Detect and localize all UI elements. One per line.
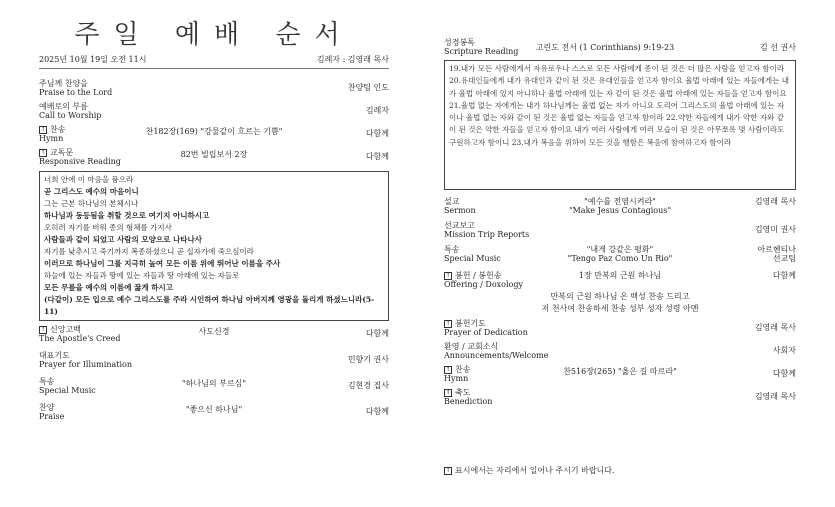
sermon-item	[444, 197, 796, 221]
reading-line-congregation: (다같이) 모든 입으로 예수 그리스도를 주라 시인하여 하나님 아버지께 영광을 돌리게 하셨느니라(5-11)	[44, 295, 375, 316]
mission-report-item	[444, 221, 796, 245]
item-person: 찬양팀 인도	[347, 83, 389, 92]
order-item	[444, 388, 796, 411]
scripture-reference: 고린도 전서 (1 Corinthians) 9:19-23	[535, 43, 675, 52]
item-detail: 82번 빌립보서 2장	[180, 150, 248, 159]
item-person: 다함께	[365, 152, 389, 161]
item-korean	[39, 102, 389, 111]
special-music-item	[444, 245, 796, 271]
item-korean-text: 축도	[455, 388, 471, 397]
item-korean: 설교	[444, 197, 460, 206]
item-korean	[39, 351, 389, 360]
performer-line2: 선교팀	[772, 254, 796, 263]
order-item	[39, 403, 389, 429]
item-english: Benediction	[444, 397, 493, 406]
offering-item	[444, 271, 796, 291]
stand-mark-icon: ↑	[40, 326, 46, 333]
sermon-title-ko: "예수를 전염시켜라"	[584, 197, 656, 206]
item-korean-text: 환영 / 교회소식	[444, 342, 499, 351]
item-person: 다함께	[365, 129, 389, 138]
footnote-text: 표시에서는 자리에서 일어나 주시기 바랍니다.	[455, 466, 615, 475]
item-person: 다함께	[365, 407, 389, 416]
order-item	[444, 365, 796, 388]
item-korean	[39, 79, 389, 88]
item-english: Praise	[39, 412, 65, 421]
item-english: Offering / Doxology	[444, 280, 523, 289]
order-item	[39, 325, 389, 351]
item-korean-text: 봉헌 / 봉헌송	[455, 271, 502, 280]
scripture-reading-item	[444, 38, 796, 58]
order-item	[39, 102, 389, 125]
item-english: Prayer of Dedication	[444, 328, 528, 337]
left-column	[39, 0, 389, 429]
preacher-name: 김영래 목사	[754, 197, 796, 206]
item-english: The Apostle's Creed	[39, 334, 121, 343]
item-english: Praise to the Lord	[39, 88, 113, 97]
item-person: 다함께	[365, 329, 389, 338]
order-item	[444, 342, 796, 365]
item-korean	[444, 388, 796, 397]
service-date: 2025년 10월 19일 오전 11시	[39, 55, 147, 64]
date-line	[39, 54, 389, 69]
stand-mark-icon: ↑	[40, 149, 46, 156]
right-column	[444, 0, 796, 411]
performer-line1: 아르헨티나	[757, 245, 796, 254]
item-korean-text: 찬양	[39, 403, 55, 412]
item-english: Hymn	[39, 134, 64, 143]
doxology-lyrics	[444, 291, 796, 315]
item-korean: 성경봉독	[444, 38, 475, 47]
page-title: 주일 예배 순서	[74, 20, 354, 50]
item-korean-text: 주님께 찬양을	[39, 79, 88, 88]
reading-line-congregation: 모든 무릎을 예수의 이름에 꿇게 하시고	[44, 283, 173, 292]
sermon-title-en: "Make Jesus Contagious"	[568, 206, 672, 215]
item-detail: "하나님의 부르심"	[182, 379, 246, 388]
item-person: 다함께	[772, 369, 796, 378]
doxology-line: 만복의 근원 하나님 온 백성 찬송 드리고	[550, 292, 690, 301]
reading-line-congregation: 사람들과 같이 되었고 사람의 모양으로 나타나사	[44, 235, 202, 244]
item-english: Responsive Reading	[39, 157, 121, 166]
item-english: Prayer for Illumination	[39, 360, 132, 369]
order-item	[444, 319, 796, 342]
item-person: 김영래 목사	[754, 323, 796, 332]
item-korean-text: 예배로의 부름	[39, 102, 88, 111]
footnote	[444, 465, 615, 476]
offering-person: 다함께	[772, 271, 796, 280]
reading-line-congregation: 곧 그리스도 예수의 마음이니	[44, 187, 139, 196]
order-item	[39, 148, 389, 171]
item-detail: 사도신경	[198, 327, 230, 336]
item-person: 사회자	[772, 346, 796, 355]
item-korean-text: 특송	[39, 377, 55, 386]
reporter-name: 김영미 권사	[754, 225, 796, 234]
doxology-title: 1장 만복의 근원 하나님	[578, 271, 662, 280]
item-detail: 찬516장(265) "옳은 길 따르라"	[563, 367, 677, 376]
item-person: 민향기 권사	[347, 355, 389, 364]
item-english: Special Music	[444, 254, 501, 263]
reading-line-leader: 자기를 낮추시고 죽기까지 복종하셨으니 곧 십자가에 죽으심이라	[44, 247, 254, 256]
reading-line-leader: 그는 근본 하나님의 본체시나	[44, 199, 139, 208]
reading-line-congregation: 하나님과 동등됨을 취할 것으로 여기지 아니하시고	[44, 211, 210, 220]
order-list-top	[39, 79, 389, 171]
order-list-bottom	[39, 325, 389, 429]
item-korean	[444, 319, 796, 328]
item-korean	[444, 342, 796, 351]
item-english: Scripture Reading	[444, 47, 519, 56]
stand-mark-icon: ↑	[445, 366, 451, 373]
order-item	[39, 377, 389, 403]
song-title-en: "Tengo Paz Como Un Rio"	[567, 254, 673, 263]
item-korean: 선교보고	[444, 221, 475, 230]
reading-line-congregation: 이러므로 하나님이 그를 지극히 높여 모든 이름 위에 뛰어난 이름을 주사	[44, 259, 281, 268]
item-korean-text: 대표기도	[39, 351, 70, 360]
stand-mark-icon: ↑	[445, 389, 451, 396]
item-person: 김현경 집사	[347, 381, 389, 390]
doxology-line: 저 천사여 찬송하세 찬송 성부 성자 성령 아멘	[541, 304, 699, 313]
reading-line-leader: 하늘에 있는 자들과 땅에 있는 자들과 땅 아래에 있는 자들로	[44, 271, 240, 280]
item-korean: 특송	[444, 245, 460, 254]
item-english: Mission Trip Reports	[444, 230, 530, 239]
item-english: Call to Worship	[39, 111, 102, 120]
item-person: 김례자	[365, 106, 389, 115]
stand-mark-icon: ↑	[445, 467, 451, 474]
item-detail: "좋으신 하나님"	[185, 405, 243, 414]
service-host: 김례자 : 김영래 목사	[316, 55, 389, 64]
item-detail: 찬182장(169) "강물같이 흐르는 기쁨"	[145, 127, 283, 136]
reading-line-leader: 오히려 자기를 비워 종의 형체를 가지사	[44, 223, 172, 232]
reader-name: 김 선 권사	[760, 43, 796, 52]
order-item	[39, 125, 389, 148]
stand-mark-icon: ↑	[445, 272, 451, 279]
item-person: 김영래 목사	[754, 392, 796, 401]
item-korean-text: 찬송	[50, 125, 66, 134]
song-title-ko: "내게 강같은 평화"	[586, 245, 654, 254]
reading-line-leader: 너희 안에 이 마음을 품으라	[44, 175, 134, 184]
responsive-reading-box	[39, 171, 389, 321]
scripture-text-box: 19.내가 모든 사람에게서 자유로우나 스스로 모든 사람에게 종이 된 것은 더 많은 사람을 얻고자 함이라 20.유대인들에게 내가 유대인과 같이 된 것은 유대인들을 얻고자 함이요 율법 아래에 있는 자들에게는 내가 율법 아래에 있지 아니하나 율법 아래에 있는 자 같이 된 것은 율법 아래에 있는 자들을 얻고자 함이요 21.율법 없는 자에게는 내가 하나님께는 율법 없는 자가 아니요 도리어 그리스도의 율법 아래에 있는 자이나 율법 없는 자와 같이 된 것은 율법 없는 자들을 얻고자 함이라 22.약한 자들에게 내가 약한 자와 같이 된 것은 약한 자들을 얻고자 함이요 내가 여러 사람에게 여러 모습이 된 것은 아무쪼록 몇 사람이라도 구원하고자 함이니 23.내가 복음을 위하여 모든 것을 행함은 복음에 참여하고자 함이라	[444, 60, 796, 190]
item-korean-text: 신앙고백	[50, 325, 81, 334]
stand-mark-icon: ↑	[445, 320, 451, 327]
item-english: Special Music	[39, 386, 96, 395]
item-korean-text: 봉헌기도	[455, 319, 486, 328]
item-korean-text: 찬송	[455, 365, 471, 374]
item-english: Announcements/Welcome	[444, 351, 549, 360]
item-english: Hymn	[444, 374, 469, 383]
order-item	[39, 351, 389, 377]
item-korean-text: 교독문	[50, 148, 74, 157]
item-english: Sermon	[444, 206, 476, 215]
order-item	[39, 79, 389, 102]
order-list-closing	[444, 319, 796, 411]
stand-mark-icon: ↑	[40, 126, 46, 133]
